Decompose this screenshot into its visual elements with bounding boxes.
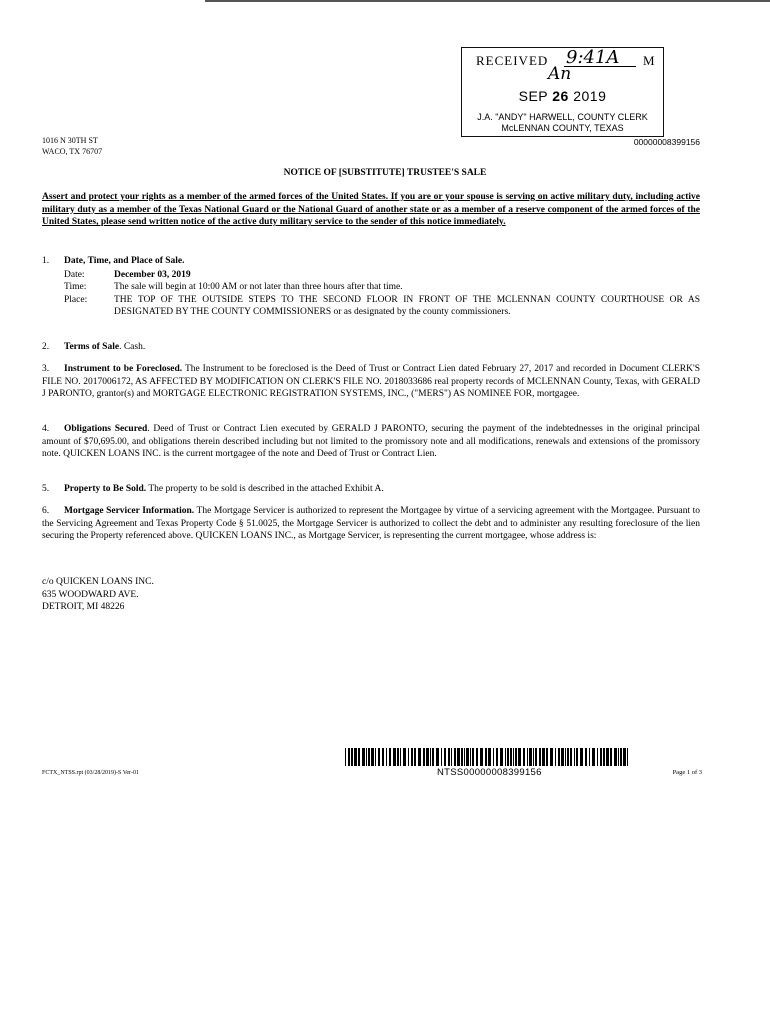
section-heading: Date, Time, and Place of Sale. [64,256,185,266]
sale-details [64,269,700,319]
property-address [42,135,102,157]
section-text: The property to be sold is described in the attached Exhibit A. [146,484,384,494]
sale-place-value: THE TOP OF THE OUTSIDE STEPS TO THE SECOND FLOOR IN FRONT OF THE MCLENNAN COUNTY COURTHOUSE OR AS DESIGNATED BY THE COUNTY COMMISSIONERS or as designated by the county commissioners. [114,294,700,317]
servicer-address [42,576,154,614]
section-number: 6. [42,506,50,516]
page-title: NOTICE OF [SUBSTITUTE] TRUSTEE'S SALE [283,168,487,178]
section-instrument [42,363,700,401]
section-heading: Mortgage Servicer Information. [64,506,195,516]
section-text: The Instrument to be foreclosed is the Deed of Trust or Contract Lien dated February 27, 2017 and recorded in Document CLERK'S FILE NO. 2017006172, AS AFFECTED BY MODIFICATION ON CLERK'S FILE NO. 2018033686 real property records of MCLENNAN County, Texas, with GERALD J PARONTO, grantor(s) and MORTGAGE ELECTRONIC REGISTRATION SYSTEMS, INC., ("MERS") AS NOMINEE FOR, mortgagee. [42,364,700,399]
sale-time-row [64,281,700,294]
sale-place-row [64,294,700,319]
servicer-address-line-3: DETROIT, MI 48226 [42,602,125,612]
section-number: 3. [42,364,50,374]
page-number: Page 1 of 3 [672,769,702,776]
section-text: . Deed of Trust or Contract Lien executed by GERALD J PARONTO, securing the payment of the indebtednesses in the original principal amount of $70,695.00, and obligations therein described including but not limited to the promissory note and all modifications, renewals and extensions of the promissory note. QUICKEN LOANS INC. is the current mortgagee of the note and Deed of Trust or Contract Lien. [42,424,701,459]
section-number: 5. [42,484,50,494]
stamp-clerk-name: J.A. "ANDY" HARWELL, COUNTY CLERK [477,112,648,122]
received-stamp [461,47,664,137]
stamp-handwritten-initials: An [548,64,572,84]
sale-place-label: Place: [64,294,88,305]
sale-date-value: December 03, 2019 [114,269,191,280]
servicer-address-line-2: 635 WOODWARD AVE. [42,589,139,600]
military-notice: Assert and protect your rights as a member of the armed forces of the United States. If you are or your spouse is serving on active military duty, including active military duty as a member of the Texas National Guard or the National Guard of another state or as a member of a reserve component of the armed forces of the United States, please send written notice of the active duty military service to the sender of this notice immediately. [42,192,700,227]
stamp-date [462,88,663,104]
stamp-received-label: RECEIVED [476,53,549,68]
section-heading: Instrument to be Foreclosed. [64,364,183,374]
servicer-address-line-1: c/o QUICKEN LOANS INC. [42,577,154,587]
sale-time-label: Time: [64,282,87,292]
section-terms-of-sale [42,341,700,354]
stamp-county: McLENNAN COUNTY, TEXAS [501,123,624,133]
section-heading: Terms of Sale [64,342,120,352]
footer-form-id: FCTX_NTSS.rpt (03/28/2019)-S Ver-01 [42,770,139,776]
section-text: . Cash. [119,342,146,352]
section-heading: Property to Be Sold. [64,484,147,494]
barcode [345,748,629,766]
section-date-time-place [42,255,700,319]
document-number: 00000008399156 [633,137,700,147]
address-line-1: 1016 N 30TH ST [42,136,98,145]
section-number: 2. [42,342,50,352]
barcode-number: NTSS00000008399156 [437,767,542,778]
section-property [42,483,700,496]
sale-time-value: The sale will begin at 10:00 AM or not later than three hours after that time. [114,282,403,292]
sale-date-row [64,269,700,282]
section-obligations [42,423,700,461]
section-number: 1. [42,256,50,266]
section-text: The Mortgage Servicer is authorized to represent the Mortgagee by virtue of a servicing agreement with the Mortgagee. Pursuant to the Servicing Agreement and Texas Property Code § 51.0025, the Mortgage Servicer is authorized to collect the debt and to administer any resulting foreclosure of the lien securing the Property referenced above. QUICKEN LOANS INC., as Mortgage Servicer, is representing the current mortgagee, whose address is: [42,506,700,541]
stamp-date-day: 26 [552,88,569,104]
address-line-2: WACO, TX 76707 [42,147,103,156]
scan-top-edge-line [205,0,770,2]
section-mortgage-servicer [42,505,700,543]
section-number: 4. [42,424,50,434]
stamp-date-year: 2019 [573,88,607,104]
stamp-m-label: M [643,53,655,68]
stamp-date-month: SEP [518,88,548,104]
section-heading: Obligations Secured [64,424,148,434]
sale-date-label: Date: [64,269,85,280]
stamp-handwritten-time: 9:41A [566,47,620,68]
